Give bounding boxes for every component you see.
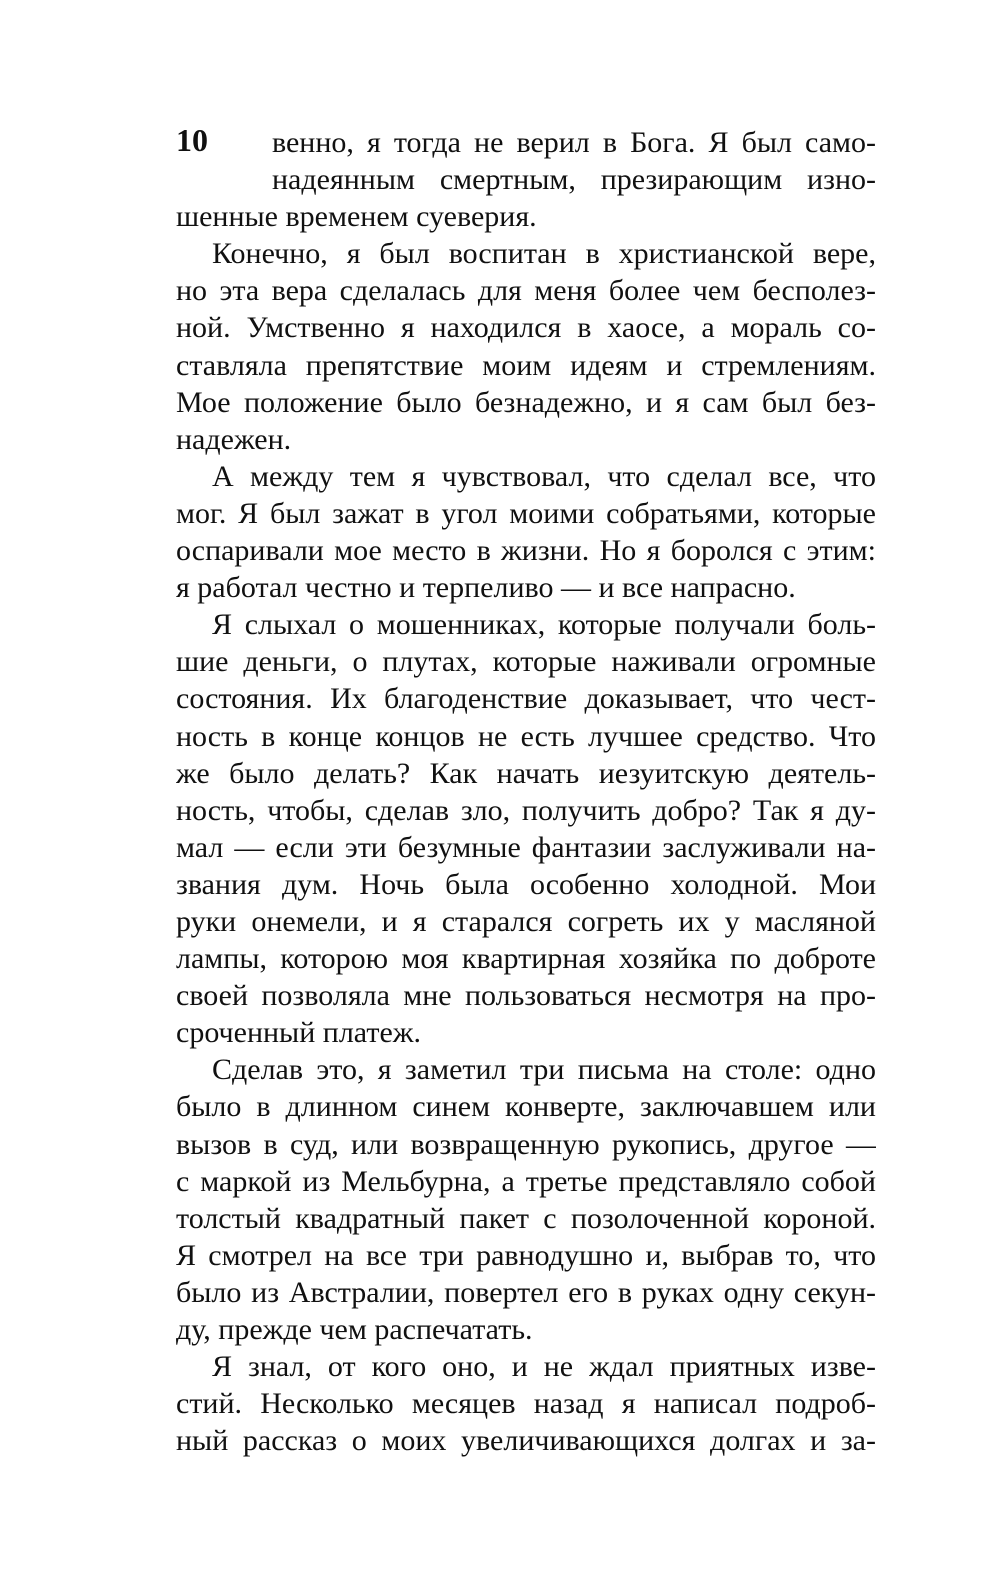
- text-line-30: толстый квадратный пакет с позолоченной короной.: [176, 1201, 876, 1235]
- text-line-3: шенные временем суеверия.: [176, 200, 537, 234]
- text-line-27: было в длинном синем конверте, заключавшем или: [176, 1090, 876, 1124]
- text-line-13: я работал честно и терпеливо — и все напрасно.: [176, 571, 796, 605]
- text-line-28: вызов в суд, или возвращенную рукопись, другое —: [176, 1127, 876, 1161]
- text-line-1: венно, я тогда не верил в Бога. Я был само-: [272, 126, 876, 159]
- text-line-26: Сделав это, я заметил три письма на столе: одно: [212, 1053, 876, 1087]
- text-line-2: надеянным смертным, презирающим изно-: [272, 163, 876, 197]
- text-line-6: ной. Умственно я находился в хаосе, а мораль со-: [176, 311, 876, 345]
- text-line-5: но эта вера сделалась для меня более чем бесполез-: [176, 274, 876, 308]
- text-line-18: же было делать? Как начать иезуитскую деятель-: [176, 756, 876, 790]
- text-line-11: мог. Я был зажат в угол моими собратьями, которые: [176, 496, 876, 530]
- text-line-19: ность, чтобы, сделав зло, получить добро? Так я ду-: [176, 793, 876, 827]
- text-line-25: сроченный платеж.: [176, 1016, 421, 1050]
- text-line-21: звания дум. Ночь была особенно холодной. Мои: [176, 867, 876, 901]
- text-line-34: Я знал, от кого оно, и не ждал приятных изве-: [212, 1350, 876, 1384]
- text-line-9: надежен.: [176, 422, 292, 456]
- text-line-29: с маркой из Мельбурна, а третье представляло собой: [176, 1164, 876, 1198]
- text-line-35: стий. Несколько месяцев назад я написал подроб-: [176, 1387, 876, 1421]
- text-line-17: ность в конце концов не есть лучшее средство. Что: [176, 719, 876, 753]
- text-line-32: было из Австралии, повертел его в руках одну секун-: [176, 1275, 876, 1309]
- text-line-20: мал — если эти безумные фантазии заслуживали на-: [176, 830, 876, 864]
- text-line-15: шие деньги, о плутах, которые наживали огромные: [176, 645, 876, 679]
- text-line-33: ду, прежде чем распечатать.: [176, 1313, 533, 1346]
- text-line-22: руки онемели, и я старался согреть их у масляной: [176, 904, 876, 938]
- text-line-23: лампы, которою моя квартирная хозяйка по доброте: [176, 942, 876, 976]
- text-line-7: ставляла препятствие моим идеям и стремлениям.: [176, 348, 876, 382]
- text-line-10: А между тем я чувствовал, что сделал все, что: [212, 459, 876, 493]
- page-number: 10: [176, 122, 208, 158]
- text-line-8: Мое положение было безнадежно, и я сам был без-: [176, 385, 876, 419]
- text-line-14: Я слыхал о мошенниках, которые получали боль-: [212, 608, 876, 642]
- text-line-24: своей позволяла мне пользоваться несмотря на про-: [176, 979, 876, 1013]
- text-line-31: Я смотрел на все три равнодушно и, выбрав то, что: [176, 1238, 876, 1272]
- text-line-12: оспаривали мое место в жизни. Но я боролся с этим:: [176, 534, 876, 568]
- text-line-4: Конечно, я был воспитан в христианской вере,: [212, 237, 876, 271]
- text-line-16: состояния. Их благоденствие доказывает, что чест-: [176, 682, 876, 716]
- body-text: [176, 124, 876, 1459]
- text-line-36: ный рассказ о моих увеличивающихся долгах и за-: [176, 1424, 876, 1458]
